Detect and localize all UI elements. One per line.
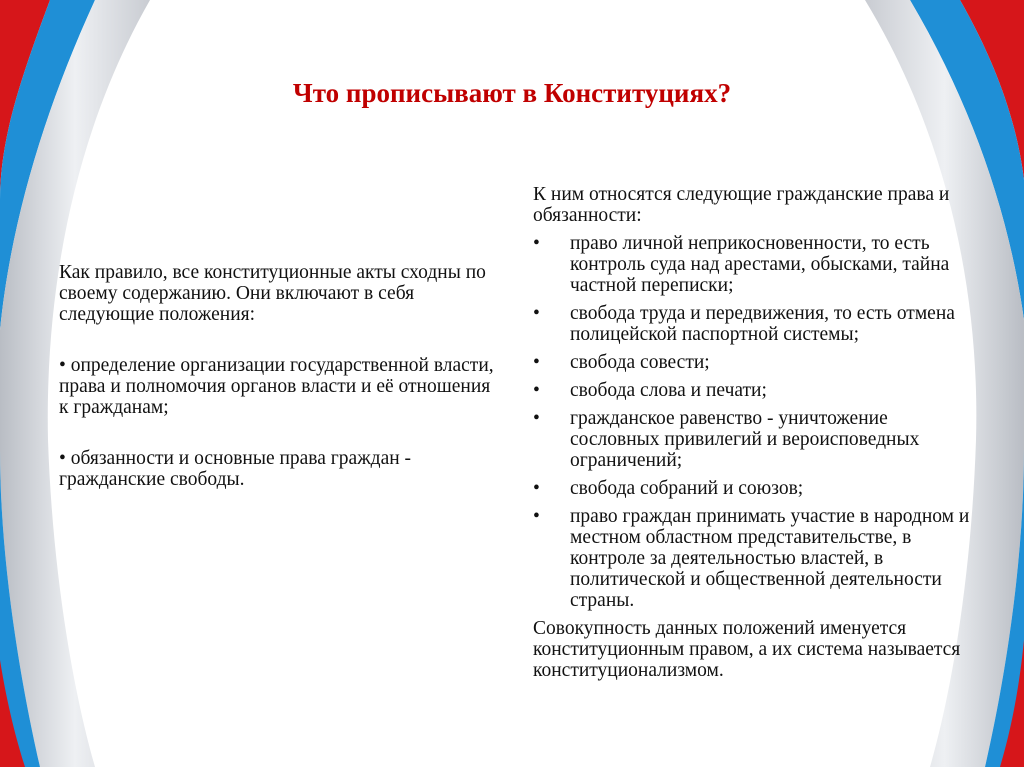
right-conclusion: Совокупность данных положений именуется конституционным правом, а их система называется конституционализмом.: [533, 618, 961, 681]
bullet-marker: •: [533, 233, 540, 254]
right-intro: К ним относятся следующие гражданские права и обязанности:: [533, 184, 950, 226]
bullet-marker: •: [533, 408, 540, 429]
left-point-2: • обязанности и основные права граждан - гражданские свободы.: [59, 448, 412, 490]
list-item-text: свобода совести;: [570, 352, 710, 373]
left-intro: Как правило, все конституционные акты сходны по своему содержанию. Они включают в себя следующие положения:: [59, 262, 486, 325]
list-item-text: свобода труда и передвижения, то есть отмена полицейской паспортной системы;: [570, 303, 955, 345]
list-item: [533, 478, 973, 499]
list-item: [533, 303, 973, 345]
list-item-text: свобода собраний и союзов;: [570, 478, 804, 499]
left-column: [59, 262, 504, 520]
rights-list: [533, 233, 973, 611]
list-item-text: гражданское равенство - уничтожение сословных привилегий и вероисповедных ограничений;: [570, 408, 920, 471]
bullet-marker: •: [533, 303, 540, 324]
slide-title: Что прописывают в Конституциях?: [292, 78, 732, 108]
list-item: [533, 352, 973, 373]
list-item-text: право граждан принимать участие в народном и местном областном представительстве, в контроле за деятельностью властей, в политической и общественной деятельности страны.: [570, 506, 970, 611]
list-item: [533, 506, 973, 611]
list-item-text: свобода слова и печати;: [570, 380, 767, 401]
list-item-text: право личной неприкосновенности, то есть контроль суда над арестами, обысками, тайна частной переписки;: [570, 233, 950, 296]
bullet-marker: •: [533, 352, 540, 373]
bullet-marker: •: [533, 380, 540, 401]
list-item: [533, 233, 973, 296]
bullet-marker: •: [533, 478, 540, 499]
right-column: [533, 184, 973, 688]
bullet-marker: •: [533, 506, 540, 527]
left-point-1: • определение организации государственной власти, права и полномочия органов власти и её отношения к гражданам;: [59, 355, 494, 418]
list-item: [533, 380, 973, 401]
list-item: [533, 408, 973, 471]
